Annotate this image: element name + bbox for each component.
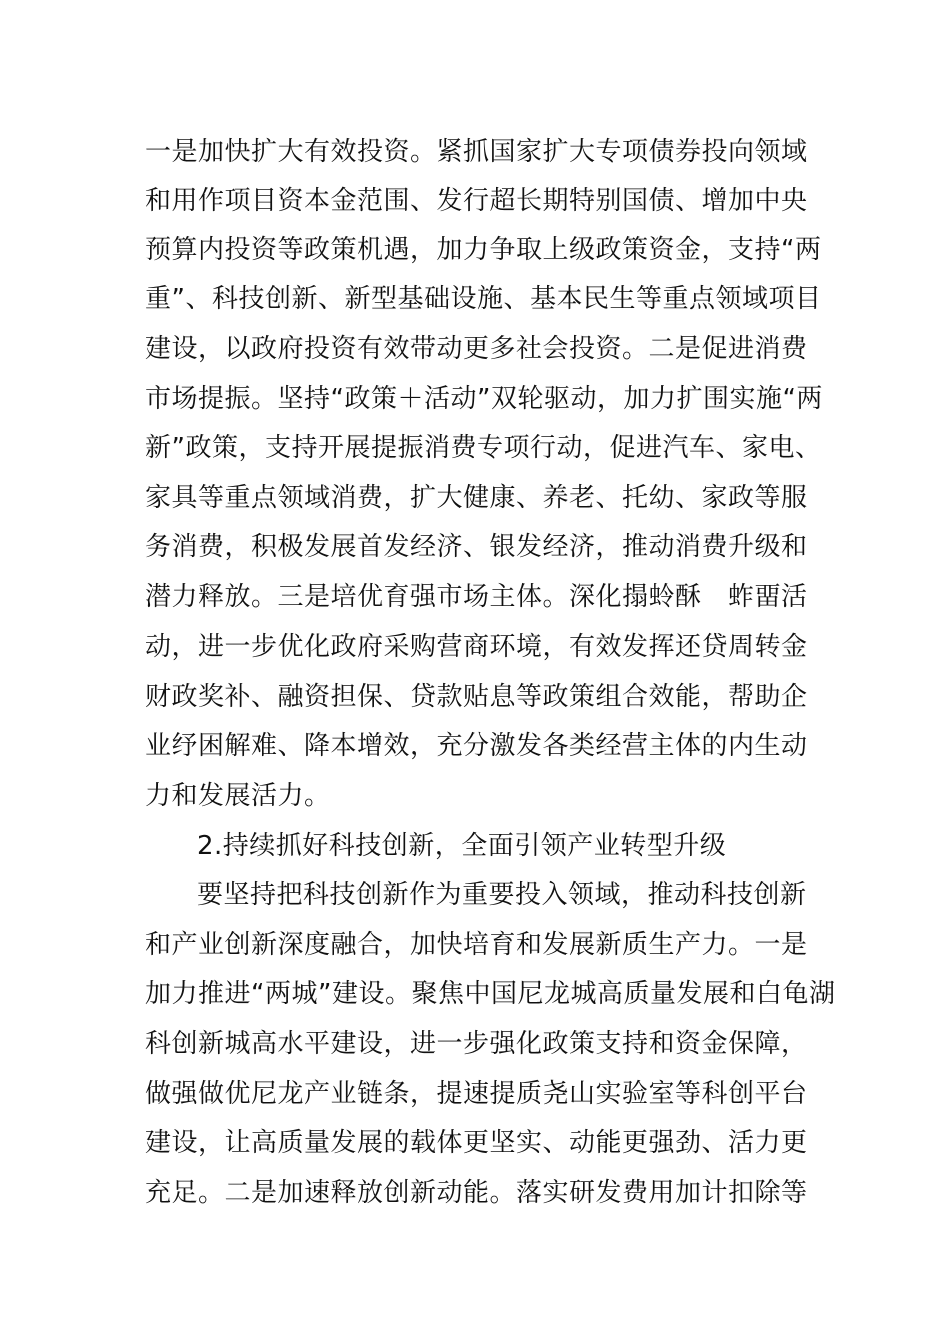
body-text-line: 重”、科技创新、新型基础设施、基本民生等重点领域项目 xyxy=(145,284,822,314)
body-text-line: 和用作项目资本金范围、发行超长期特别国债、增加中央 xyxy=(145,186,808,216)
body-text-line: 新”政策，支持开展提振消费专项行动，促进汽车、家电、 xyxy=(145,433,822,463)
body-text-line: 动，进一步优化政府采购营商环境，有效发挥还贷周转金 xyxy=(145,632,808,662)
body-text-line: 充足。二是加速释放创新动能。落实研发费用加计扣除等 xyxy=(145,1178,808,1208)
body-text-line: 市场提振。坚持“政策＋活动”双轮驱动，加力扩围实施“两 xyxy=(145,384,823,414)
body-text-line: 务消费，积极发展首发经济、银发经济，推动消费升级和 xyxy=(145,532,808,562)
body-text-line: 做强做优尼龙产业链条，提速提质尧山实验室等科创平台 xyxy=(145,1079,808,1109)
body-text-line: 要坚持把科技创新作为重要投入领域，推动科技创新 xyxy=(197,880,807,910)
body-text-line: 业纾困解难、降本增效，充分激发各类经营主体的内生动 xyxy=(145,731,808,761)
body-text-line: 潜力释放。三是培优育强市场主体。深化搨蛉酥 蚱畱活 xyxy=(145,582,808,612)
body-text-line: 和产业创新深度融合，加快培育和发展新质生产力。一是 xyxy=(145,930,808,960)
body-text-line: 一是加快扩大有效投资。紧抓国家扩大专项债券投向领域 xyxy=(145,137,808,167)
body-text-line: 力和发展活力。 xyxy=(145,781,331,811)
section-heading: 2.持续抓好科技创新，全面引领产业转型升级 xyxy=(197,831,727,861)
body-text-line: 加力推进“两城”建设。聚焦中国尼龙城高质量发展和白龟湖 xyxy=(145,979,836,1009)
body-text-line: 建设，以政府投资有效带动更多社会投资。二是促进消费 xyxy=(145,334,808,364)
body-text-line: 科创新城高水平建设，进一步强化政策支持和资金保障， xyxy=(145,1029,808,1059)
body-text-line: 建设，让高质量发展的载体更坚实、动能更强劲、活力更 xyxy=(145,1128,808,1158)
body-text-line: 预算内投资等政策机遇，加力争取上级政策资金，支持“两 xyxy=(145,235,822,265)
body-text-line: 财政奖补、融资担保、贷款贴息等政策组合效能，帮助企 xyxy=(145,682,808,712)
body-text-line: 家具等重点领域消费，扩大健康、养老、托幼、家政等服 xyxy=(145,483,808,513)
